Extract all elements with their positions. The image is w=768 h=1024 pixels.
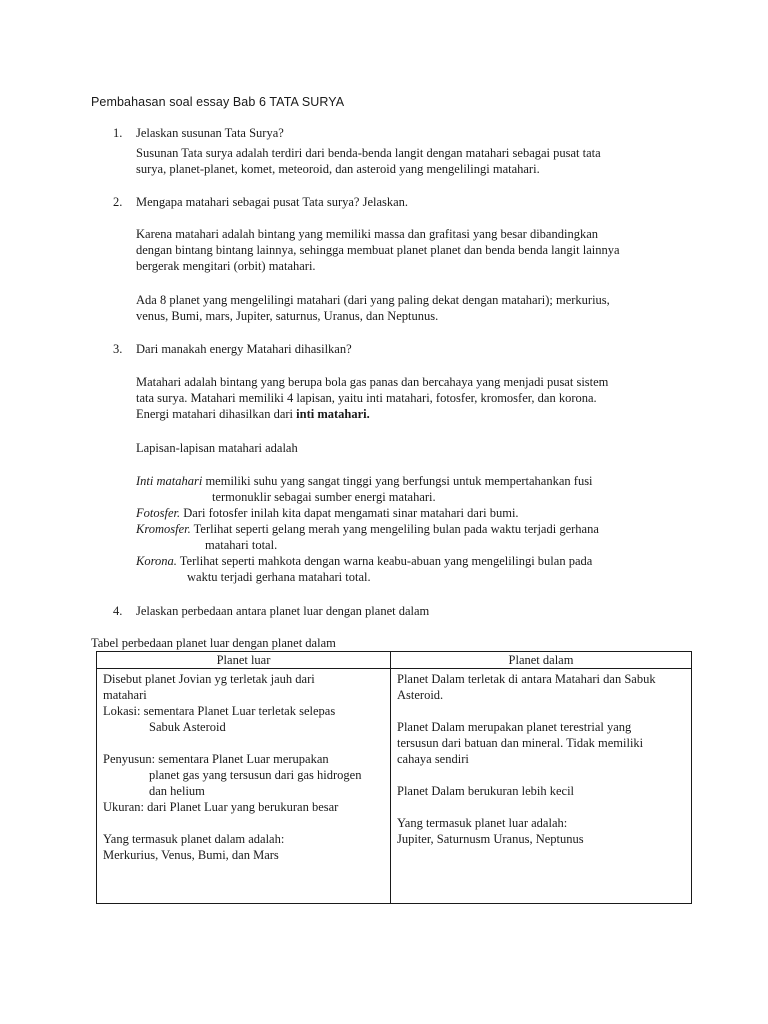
cell-line: Sabuk Asteroid — [149, 720, 226, 734]
answer-2-paragraph-1 — [136, 226, 620, 274]
layer-korona — [136, 553, 599, 569]
answer-line: tata surya. Matahari memiliki 4 lapisan, yaitu inti matahari, fotosfer, kromosfer, dan korona. — [136, 391, 597, 405]
question-number: 2. — [113, 195, 123, 209]
question-number: 1. — [113, 126, 123, 140]
layer-inti — [136, 473, 599, 489]
answer-line: Ada 8 planet yang mengelilingi matahari (dari yang paling dekat dengan matahari); merkurius, — [136, 293, 610, 307]
question-number: 3. — [113, 342, 123, 356]
cell-planet-dalam — [391, 669, 692, 904]
cell-line: Penyusun: sementara Planet Luar merupakan — [103, 752, 329, 766]
cell-line: matahari — [103, 688, 147, 702]
cell-line: Yang termasuk planet dalam adalah: — [103, 832, 285, 846]
column-header-planet-dalam: Planet dalam — [391, 652, 692, 669]
comparison-table — [96, 651, 692, 904]
cell-planet-luar — [97, 669, 391, 904]
table-header-row — [97, 652, 692, 669]
column-header-planet-luar: Planet luar — [97, 652, 391, 669]
cell-line: Yang termasuk planet luar adalah: — [397, 816, 568, 830]
cell-line: planet gas yang tersusun dari gas hidrogen — [149, 768, 362, 782]
answer-2-paragraph-2 — [136, 292, 610, 324]
layer-kromosfer — [136, 521, 599, 537]
sun-layers-list — [136, 473, 599, 585]
layer-desc-cont: waktu terjadi gerhana matahari total. — [187, 570, 371, 584]
answer-line: surya, planet-planet, komet, meteoroid, dan asteroid yang mengelilingi matahari. — [136, 162, 540, 176]
cell-line: Planet Dalam berukuran lebih kecil — [397, 784, 575, 798]
layer-term: Fotosfer. — [136, 506, 181, 520]
answer-line: venus, Bumi, mars, Jupiter, saturnus, Uranus, dan Neptunus. — [136, 309, 439, 323]
cell-line: Lokasi: sementara Planet Luar terletak selepas — [103, 704, 336, 718]
layer-term: Korona. — [136, 554, 177, 568]
cell-line: Disebut planet Jovian yg terletak jauh dari — [103, 672, 315, 686]
layer-desc: memiliki suhu yang sangat tinggi yang berfungsi untuk mempertahankan fusi — [202, 474, 593, 488]
table-row — [97, 669, 692, 904]
layer-term: Kromosfer. — [136, 522, 191, 536]
layer-desc: Terlihat seperti mahkota dengan warna keabu-abuan yang mengelilingi bulan pada — [176, 554, 593, 568]
table-caption: Tabel perbedaan planet luar dengan planet dalam — [91, 636, 336, 650]
answer-line: Matahari adalah bintang yang berupa bola gas panas dan bercahaya yang menjadi pusat sistem — [136, 375, 609, 389]
answer-1 — [136, 145, 601, 177]
answer-3-paragraph-1 — [136, 374, 608, 422]
cell-line: tersusun dari batuan dan mineral. Tidak memiliki — [397, 736, 644, 750]
answer-line: bergerak mengitari (orbit) matahari. — [136, 259, 316, 273]
cell-line: Merkurius, Venus, Bumi, dan Mars — [103, 848, 279, 862]
page-title: Pembahasan soal essay Bab 6 TATA SURYA — [91, 95, 345, 109]
question-text: Jelaskan susunan Tata Surya? — [136, 126, 284, 140]
layer-desc: Terlihat seperti gelang merah yang mengeliling bulan pada waktu terjadi gerhana — [190, 522, 599, 536]
answer-line — [136, 406, 608, 422]
cell-line: Planet Dalam terletak di antara Matahari dan Sabuk — [397, 672, 656, 686]
answer-text: Energi matahari dihasilkan dari — [136, 407, 297, 421]
layer-desc-cont: matahari total. — [205, 538, 278, 552]
cell-line: cahaya sendiri — [397, 752, 469, 766]
cell-line: Ukuran: dari Planet Luar yang berukuran besar — [103, 800, 339, 814]
cell-line: Asteroid. — [397, 688, 444, 702]
layer-fotosfer — [136, 505, 599, 521]
layer-desc-cont: termonuklir sebagai sumber energi matahari. — [212, 490, 436, 504]
layer-term: Inti matahari — [136, 474, 203, 488]
question-text: Dari manakah energy Matahari dihasilkan? — [136, 342, 352, 356]
question-text: Mengapa matahari sebagai pusat Tata surya? Jelaskan. — [136, 195, 409, 209]
answer-line: dengan bintang bintang lainnya, sehingga membuat planet planet dan benda benda langit lainnya — [136, 243, 620, 257]
layers-intro: Lapisan-lapisan matahari adalah — [136, 441, 298, 455]
cell-line: Jupiter, Saturnusm Uranus, Neptunus — [397, 832, 584, 846]
answer-line: Karena matahari adalah bintang yang memiliki massa dan grafitasi yang besar dibandingkan — [136, 227, 598, 241]
cell-line: dan helium — [149, 784, 205, 798]
cell-line: Planet Dalam merupakan planet terestrial yang — [397, 720, 632, 734]
question-number: 4. — [113, 604, 123, 618]
answer-line: Susunan Tata surya adalah terdiri dari benda-benda langit dengan matahari sebagai pusat tata — [136, 146, 601, 160]
bold-term: inti matahari. — [296, 407, 370, 421]
layer-desc: Dari fotosfer inilah kita dapat mengamati sinar matahari dari bumi. — [180, 506, 519, 520]
question-text: Jelaskan perbedaan antara planet luar dengan planet dalam — [136, 604, 430, 618]
